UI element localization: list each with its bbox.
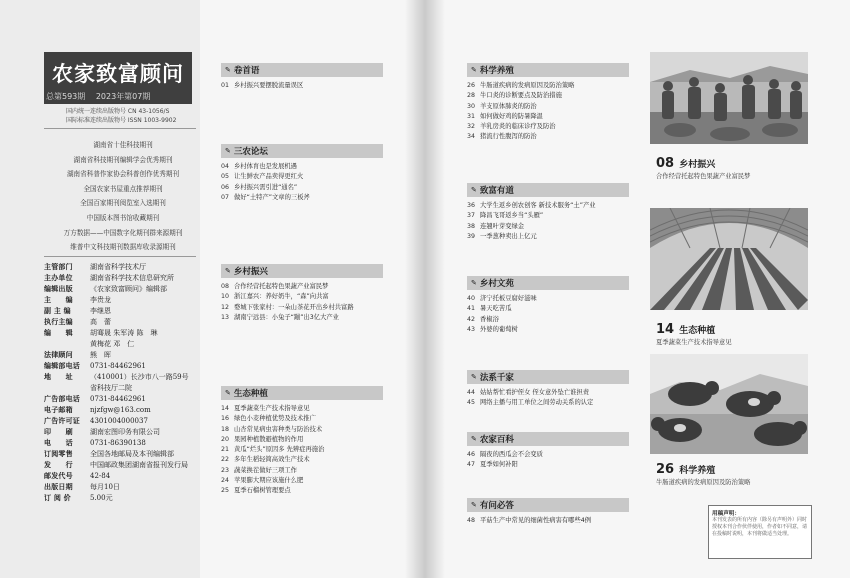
credit-row	[44, 317, 200, 328]
toc-entry[interactable]	[467, 325, 629, 335]
toc-title: 让生鲜农产品卖得更红火	[234, 173, 304, 181]
farmers-photo	[650, 52, 808, 144]
toc-entry[interactable]	[221, 81, 383, 91]
cattle-photo-image	[650, 354, 808, 454]
credit-label	[44, 383, 90, 394]
toc-title: 猪流行性腹泻的防治	[480, 133, 537, 141]
toc-entry[interactable]	[221, 445, 383, 455]
toc-title: 乡村振兴要摆脱流量误区	[234, 82, 304, 89]
section-title: 乡村文苑	[479, 279, 514, 289]
toc-entry[interactable]	[467, 211, 629, 221]
toc-entry[interactable]	[221, 193, 383, 203]
credit-value: （410001）长沙市八一路59号	[90, 373, 189, 381]
section-header	[467, 498, 629, 512]
credit-value: 湖南省科学技术信息研究所	[90, 274, 174, 282]
toc-page-number: 28	[467, 92, 476, 100]
credit-label: 编 辑	[44, 329, 73, 337]
toc-title: 山杏常见病虫害种类与防治技术	[234, 425, 323, 433]
credit-row	[44, 438, 200, 449]
toc-page-number: 22	[221, 456, 230, 464]
toc-section	[467, 276, 629, 335]
pen-icon: ✎	[225, 267, 231, 275]
toc-section	[221, 63, 383, 91]
credit-value: 高 蕾	[90, 318, 111, 326]
toc-page-number: 24	[221, 477, 230, 485]
credit-value: 湖南省科学技术厅	[90, 263, 146, 271]
toc-entry[interactable]	[467, 201, 629, 211]
toc-entry[interactable]	[221, 162, 383, 172]
toc-page-number: 31	[467, 112, 476, 120]
section-items	[467, 290, 629, 335]
section-header	[467, 432, 629, 446]
toc-section	[467, 432, 629, 471]
credit-label: 电子邮箱	[44, 406, 73, 414]
toc-entry[interactable]	[221, 183, 383, 193]
toc-title: 夏季如何补阳	[480, 461, 518, 469]
toc-page-number: 18	[221, 425, 230, 433]
credit-row	[44, 427, 200, 438]
credit-row	[44, 361, 200, 372]
credit-label: 编辑出版	[44, 285, 73, 293]
credit-row	[44, 372, 200, 383]
toc-title: 果园种植散避植物的作用	[234, 435, 304, 443]
credit-value: 全国各地邮局及本刊编辑部	[90, 450, 174, 458]
toc-page-number: 37	[467, 212, 476, 220]
toc-page-number: 07	[221, 193, 230, 201]
total-issue: 总第593期	[46, 92, 86, 101]
toc-entry[interactable]	[467, 132, 629, 142]
toc-entry[interactable]	[221, 476, 383, 486]
honor-item: 全国百家期刊阅览室入选期刊	[80, 199, 166, 208]
toc-page-number: 46	[467, 451, 476, 458]
photo-feature-livestock	[650, 354, 808, 486]
pen-icon: ✎	[225, 389, 231, 397]
credit-value: 省科技厅二院	[90, 384, 132, 392]
honor-item: 维普中文科技期刊数据库收录源期刊	[70, 243, 176, 252]
credit-row	[44, 383, 200, 394]
credit-label: 主办单位	[44, 274, 73, 282]
credit-row	[44, 350, 200, 361]
notice-label: 用稿声明：	[712, 511, 740, 517]
credit-label: 主 编	[44, 296, 73, 304]
section-title: 科学养殖	[479, 66, 514, 76]
section-header	[467, 370, 629, 384]
credit-row	[44, 416, 200, 427]
credit-value: 4301004000037	[90, 417, 148, 425]
toc-title: 平菇生产中常见的细菌性病害有哪些4例	[480, 517, 592, 524]
credit-row	[44, 493, 200, 504]
toc-entry[interactable]	[221, 172, 383, 182]
cattle-photo	[650, 354, 808, 454]
greenhouse-photo-image	[650, 208, 808, 310]
section-items	[467, 384, 629, 409]
credit-label: 广告许可证	[44, 417, 80, 425]
credit-row	[44, 405, 200, 416]
toc-page-number: 42	[467, 315, 476, 323]
credit-row	[44, 295, 200, 306]
toc-page-number: 13	[221, 313, 230, 321]
toc-page-number: 12	[221, 303, 230, 311]
credit-value: 熊 晖	[90, 351, 111, 359]
credit-label	[44, 339, 90, 350]
toc-title: 浙江嘉兴：养好奶牛，“森”向共富	[234, 293, 329, 301]
credit-row	[44, 339, 200, 350]
section-items	[221, 400, 383, 497]
section-items	[221, 278, 383, 323]
credit-label: 电 话	[44, 439, 73, 447]
toc-page-number: 06	[221, 183, 230, 191]
toc-page-number: 36	[467, 202, 476, 209]
section-items	[467, 197, 629, 242]
toc-title: 黄瓜“烂头”原因多 先辨症再施治	[234, 446, 325, 454]
toc-page-number: 04	[221, 163, 230, 170]
credit-label: 订阅零售	[44, 450, 73, 458]
toc-page-number: 05	[221, 173, 230, 181]
issn-block	[66, 107, 176, 125]
toc-entry[interactable]	[467, 222, 629, 232]
toc-page-number: 43	[467, 325, 476, 333]
toc-entry[interactable]	[467, 102, 629, 112]
section-title: 三农论坛	[233, 147, 268, 157]
toc-page-number: 10	[221, 293, 230, 301]
toc-entry[interactable]	[467, 388, 629, 398]
section-header	[221, 144, 383, 158]
credit-label: 邮发代号	[44, 472, 73, 480]
caption-page-number: 26	[656, 462, 675, 477]
honor-item: 湖南省科技期刊编辑学会优秀期刊	[73, 155, 173, 164]
toc-entry[interactable]	[467, 516, 629, 526]
section-title: 法系千家	[479, 373, 514, 383]
credit-label: 订 阅 价	[44, 494, 71, 502]
toc-entry[interactable]	[467, 398, 629, 408]
toc-entry[interactable]	[467, 81, 629, 91]
toc-entry[interactable]	[221, 435, 383, 445]
section-items	[467, 77, 629, 143]
credit-row	[44, 284, 200, 295]
masthead	[44, 52, 192, 104]
toc-page-number: 41	[467, 305, 476, 313]
section-title: 生态种植	[233, 389, 268, 399]
credit-label: 执行主编	[44, 318, 73, 326]
toc-page-number: 01	[221, 82, 230, 89]
credit-label: 地 址	[44, 373, 73, 381]
toc-entry[interactable]	[221, 425, 383, 435]
masthead-credits	[44, 262, 200, 504]
toc-entry[interactable]	[467, 460, 629, 470]
section-header	[467, 63, 629, 77]
toc-page-number: 38	[467, 222, 476, 230]
photo-feature-planting	[650, 208, 808, 346]
caption-page-number: 14	[656, 322, 675, 337]
toc-title: 姑姑帮忙看护侄女 侄女意外坠亡谁担责	[480, 389, 590, 396]
credit-value: 42-84	[90, 472, 111, 480]
toc-section	[467, 183, 629, 242]
section-items	[467, 512, 629, 526]
credit-row	[44, 273, 200, 284]
honor-item: 中国版本图书馆收藏期刊	[86, 213, 160, 222]
toc-title: 网络主播与用工单位之间劳动关系的认定	[480, 399, 594, 407]
section-header	[467, 183, 629, 197]
section-title: 乡村振兴	[233, 267, 268, 277]
pen-icon: ✎	[471, 66, 477, 74]
toc-title: 羊支原体肺炎的防治	[480, 102, 537, 110]
toc-entry[interactable]	[221, 466, 383, 476]
credit-value: 湖南宏图印务有限公司	[90, 428, 160, 436]
toc-entry[interactable]	[221, 292, 383, 302]
credit-label: 编辑部电话	[44, 362, 80, 370]
honor-item: 湖南省十佳科技期刊	[93, 141, 153, 149]
toc-page-number: 30	[467, 102, 476, 110]
photo-caption	[650, 152, 808, 180]
toc-title: 济宁托板豆腐好滋味	[480, 295, 537, 302]
toc-title: 合作经营托起特色果蔬产业富民梦	[234, 283, 329, 290]
section-items	[467, 446, 629, 471]
toc-section	[221, 386, 383, 497]
pen-icon: ✎	[471, 435, 477, 443]
farmers-photo-image	[650, 52, 808, 144]
credit-label: 印 刷	[44, 428, 73, 436]
section-title: 卷首语	[233, 66, 260, 76]
toc-title: 如何做好鸡的防暑降温	[480, 112, 543, 120]
toc-title: 绿色小麦种植优势及技术推广	[234, 415, 316, 423]
toc-title: 隔夜的西瓜会不会变质	[480, 451, 543, 458]
toc-title: 连翘叶芽变绿金	[480, 222, 525, 230]
section-header	[467, 276, 629, 290]
toc-page-number: 08	[221, 283, 230, 290]
toc-title: 多年生稻轻简高效生产技术	[234, 456, 310, 464]
toc-entry[interactable]	[221, 414, 383, 424]
section-header	[221, 264, 383, 278]
credit-value: 0731-84462961	[90, 395, 146, 403]
toc-page-number: 47	[467, 461, 476, 469]
section-title: 农家百科	[479, 435, 514, 445]
notice-text: 本刊发表的所有内容（除另有声明外）同时授权本刊合作伙伴使用，作者如不同意，请在投稿时说明，本刊将做适当处理。	[712, 517, 808, 537]
section-items	[221, 158, 383, 203]
credit-value: 李贵龙	[90, 296, 111, 304]
credit-row	[44, 460, 200, 471]
toc-title: 外婆的葡萄树	[480, 325, 518, 333]
pen-icon: ✎	[225, 66, 231, 74]
toc-page-number: 16	[221, 415, 230, 423]
toc-section	[221, 144, 383, 203]
caption-text: 合作经营托起特色果蔬产业富民梦	[656, 173, 751, 180]
credit-row	[44, 471, 200, 482]
toc-section	[467, 63, 629, 143]
toc-page-number: 14	[221, 405, 230, 412]
toc-entry[interactable]	[467, 91, 629, 101]
toc-entry[interactable]	[221, 282, 383, 292]
credit-label: 发 行	[44, 461, 73, 469]
toc-page-number: 21	[221, 446, 230, 454]
toc-title: 夏季石榴树管理要点	[234, 487, 291, 495]
toc-entry[interactable]	[467, 294, 629, 304]
credit-value: 0731-86390138	[90, 439, 146, 447]
credit-label: 出版日期	[44, 483, 73, 491]
photo-feature-rural	[650, 52, 808, 180]
toc-title: 暑天吃苦瓜	[480, 305, 512, 313]
toc-title: 夏季蔬菜生产技术指导意见	[234, 405, 310, 412]
toc-title: 大学生返乡创农创客 新技术服务“土”产业	[480, 202, 596, 209]
credit-value: 李继恩	[90, 307, 111, 315]
toc-page-number: 39	[467, 232, 476, 240]
credit-row	[44, 449, 200, 460]
toc-entry[interactable]	[467, 122, 629, 132]
credit-row	[44, 306, 200, 317]
toc-title: 乡村体育也是发展机遇	[234, 163, 297, 170]
toc-title: 婺城下张家村：一朵山茶花开出乡村共富路	[234, 303, 354, 311]
toc-entry[interactable]	[467, 315, 629, 325]
toc-entry[interactable]	[467, 450, 629, 460]
credit-label: 主管部门	[44, 263, 73, 271]
toc-entry[interactable]	[467, 304, 629, 314]
toc-page-number: 45	[467, 399, 476, 407]
toc-title: 香椒浴	[480, 315, 499, 323]
toc-entry[interactable]	[221, 313, 383, 323]
issn-number: 国际标准连续出版物号 ISSN 1003-9902	[66, 117, 177, 124]
credit-value: 胡骞晟 朱军涛 陈 琳	[90, 329, 158, 337]
credit-row	[44, 394, 200, 405]
toc-page-number: 34	[467, 133, 476, 141]
toc-title: 牛口炎的诊断要点及防治措施	[480, 92, 562, 100]
pen-icon: ✎	[471, 501, 477, 509]
caption-section: 乡村振兴	[679, 160, 716, 170]
caption-page-number: 08	[656, 156, 675, 171]
section-header	[221, 386, 383, 400]
credit-label: 法律顾问	[44, 351, 73, 359]
toc-page-number: 48	[467, 517, 476, 524]
cn-number: 国内统一连续出版物号 CN 43-1056/S	[66, 108, 170, 115]
photo-caption	[650, 458, 808, 486]
toc-title: 乡村振兴需引进“通名”	[234, 183, 298, 191]
toc-entry[interactable]	[221, 486, 383, 496]
pen-icon: ✎	[471, 373, 477, 381]
toc-section	[467, 370, 629, 409]
section-title: 有问必答	[479, 501, 514, 511]
toc-title: 降昌飞哥返乡当“头雁”	[480, 212, 544, 220]
toc-page-number: 26	[467, 82, 476, 89]
toc-page-number: 25	[221, 487, 230, 495]
toc-section	[221, 264, 383, 323]
credit-value: 黄梅花 邓 仁	[90, 340, 135, 348]
credit-row	[44, 482, 200, 493]
toc-page-number: 44	[467, 389, 476, 396]
divider	[44, 256, 196, 257]
toc-entry[interactable]	[221, 303, 383, 313]
caption-section: 科学养殖	[679, 466, 716, 476]
photo-caption	[650, 318, 808, 346]
toc-title: 苹果膨大期应该施什么肥	[234, 477, 304, 485]
issue-info	[46, 91, 190, 102]
credit-label: 副 主 编	[44, 307, 71, 315]
honor-item: 全国农家书屋重点推荐期刊	[83, 184, 163, 193]
honor-item: 湖南省科普作家协会科普创作优秀期刊	[66, 170, 180, 179]
credit-row	[44, 328, 200, 339]
caption-text: 夏季蔬菜生产技术指导意见	[656, 339, 732, 346]
issue-number: 2023年第07期	[95, 92, 151, 101]
toc-page-number: 40	[467, 295, 476, 302]
credit-label: 广告部电话	[44, 395, 80, 403]
credit-value: 每月10日	[90, 483, 120, 491]
credit-value: njzfgw@163.com	[90, 406, 151, 414]
toc-title: 一季葱种卖出上亿元	[480, 232, 537, 240]
magazine-title: 农家致富顾问	[52, 61, 184, 86]
credit-value: 0731-84462961	[90, 362, 146, 370]
toc-title: 羊乳房炎的临床诊疗及防治	[480, 123, 556, 131]
toc-entry[interactable]	[467, 112, 629, 122]
honor-item: 万方数据——中国数字化期刊群来源期刊	[63, 228, 183, 237]
copyright-notice	[708, 505, 812, 559]
toc-section	[467, 498, 629, 526]
caption-text: 牛肠道疾病的发病原因及防治策略	[656, 479, 751, 486]
toc-entry[interactable]	[221, 404, 383, 414]
toc-title: 牛肠道疾病的发病原因及防治策略	[480, 82, 575, 89]
divider	[44, 128, 196, 129]
greenhouse-photo	[650, 208, 808, 310]
toc-page-number: 20	[221, 435, 230, 443]
toc-title: 蔬菜换茬做好三项工作	[234, 466, 297, 474]
honors-list	[50, 138, 196, 255]
pen-icon: ✎	[471, 186, 477, 194]
toc-page-number: 23	[221, 466, 230, 474]
pen-icon: ✎	[471, 279, 477, 287]
caption-section: 生态种植	[679, 326, 716, 336]
toc-entry[interactable]	[467, 232, 629, 242]
credit-row	[44, 262, 200, 273]
pen-icon: ✎	[225, 147, 231, 155]
toc-entry[interactable]	[221, 455, 383, 465]
section-header	[221, 63, 383, 77]
toc-title: 湖南宁远县：小兔子“蹦”出3亿大产业	[234, 313, 339, 321]
toc-page-number: 32	[467, 123, 476, 131]
toc-title: 做好“土特产”文章的三板斧	[234, 193, 310, 201]
credit-value: 5.00元	[90, 494, 113, 502]
section-items	[221, 77, 383, 91]
credit-value: 《农家致富顾问》编辑部	[90, 285, 167, 293]
section-title: 致富有道	[479, 186, 514, 196]
credit-value: 中国邮政集团湖南省报刊发行局	[90, 461, 188, 469]
